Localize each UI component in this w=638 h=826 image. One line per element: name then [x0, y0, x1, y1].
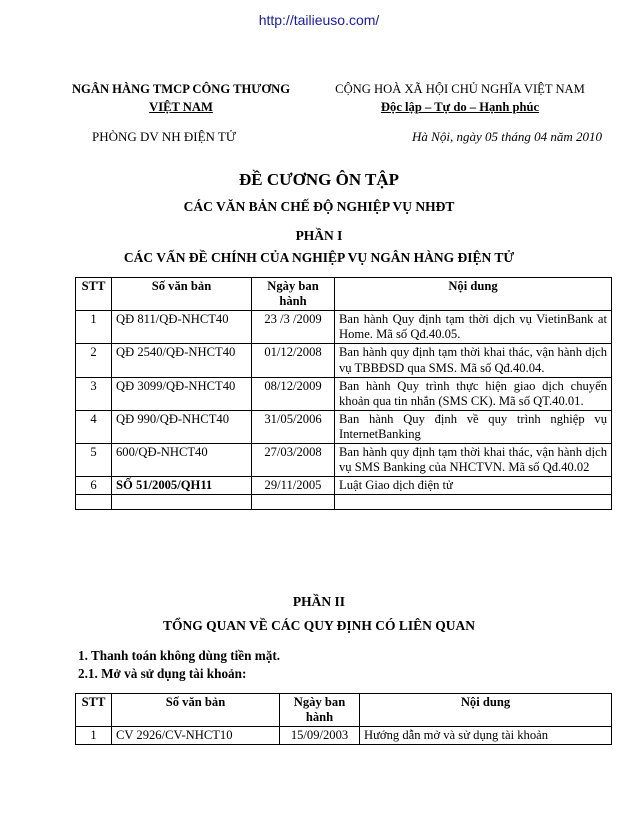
cell-doc-number: QĐ 990/QĐ-NHCT40: [112, 410, 252, 443]
cell-content: Ban hành Quy trình thực hiện giao dịch chuyển khoản qua tin nhắn (SMS CK). Mã số QT.40.01.: [335, 377, 612, 410]
col-content: Nội dung: [335, 278, 612, 311]
cell-content: Luật Giao dịch điện tử: [335, 477, 612, 495]
cell-content: Ban hành quy định tạm thời khai thác, vận hành dịch vụ SMS Banking của NHCTVN. Mã số Qđ.40.02: [335, 444, 612, 477]
cell-issue-date: 15/09/2003: [280, 727, 360, 745]
cell-doc-number: 600/QĐ-NHCT40: [112, 444, 252, 477]
table-row: [76, 727, 612, 745]
document-title: ĐỀ CƯƠNG ÔN TẬP: [238, 170, 400, 189]
nation-header: [318, 82, 602, 115]
org-name-line2: VIỆT NAM: [149, 100, 213, 115]
account-regulations-table: [75, 693, 612, 745]
col-stt: STT: [76, 694, 112, 727]
section-heading-accounts: 2.1. Mở và sử dụng tài khoản:: [78, 666, 247, 681]
table-row: [76, 410, 612, 443]
col-stt: STT: [76, 278, 112, 311]
table-row-empty: [76, 495, 612, 510]
cell-stt: 5: [76, 444, 112, 477]
cell-content: Ban hành quy định tạm thời khai thác, vận hành dịch vụ TBBĐSD qua SMS. Mã số Qđ.40.04.: [335, 344, 612, 377]
cell-stt: 1: [76, 727, 112, 745]
cell-empty: [335, 495, 612, 510]
cell-issue-date: 01/12/2008: [252, 344, 335, 377]
table-row: [76, 444, 612, 477]
part1-heading: PHẦN I: [295, 228, 343, 243]
organization-header: [60, 82, 302, 115]
table-row: [76, 311, 612, 344]
col-doc-number: Số văn bản: [112, 694, 280, 727]
cell-empty: [112, 495, 252, 510]
table-row: [76, 477, 612, 495]
cell-issue-date: 27/03/2008: [252, 444, 335, 477]
cell-content: Ban hành Quy định tạm thời dịch vụ VietinBank at Home. Mã số Qđ.40.05.: [335, 311, 612, 344]
source-url-link[interactable]: http://tailieuso.com/: [258, 12, 380, 28]
table-header-row: [76, 278, 612, 311]
part2-heading: PHẦN II: [292, 594, 346, 609]
table-row: [76, 377, 612, 410]
col-issue-date: Ngày ban hành: [252, 278, 335, 311]
col-issue-date: Ngày ban hành: [280, 694, 360, 727]
part1-title: CÁC VẤN ĐỀ CHÍNH CỦA NGHIỆP VỤ NGÂN HÀNG ĐIỆN TỬ: [123, 250, 515, 265]
cell-doc-number: CV 2926/CV-NHCT10: [112, 727, 280, 745]
regulations-table: [75, 277, 612, 510]
cell-stt: 1: [76, 311, 112, 344]
nation-motto: Độc lập – Tự do – Hạnh phúc: [380, 100, 540, 115]
cell-empty: [252, 495, 335, 510]
org-name-line1: NGÂN HÀNG TMCP CÔNG THƯƠNG: [71, 82, 291, 96]
cell-issue-date: 31/05/2006: [252, 410, 335, 443]
col-doc-number: Số văn bản: [112, 278, 252, 311]
cell-issue-date: 23 /3 /2009: [252, 311, 335, 344]
cell-content: Hướng dẫn mở và sử dụng tài khoản: [360, 727, 612, 745]
cell-stt: 2: [76, 344, 112, 377]
col-content: Nội dung: [360, 694, 612, 727]
section-heading-payment: 1. Thanh toán không dùng tiền mặt.: [78, 648, 281, 663]
department-name: PHÒNG DV NH ĐIỆN TỬ: [92, 129, 236, 144]
cell-doc-number: QĐ 811/QĐ-NHCT40: [112, 311, 252, 344]
nation-name: CỘNG HOÀ XÃ HỘI CHỦ NGHĨA VIỆT NAM: [335, 82, 585, 96]
cell-doc-number: SỐ 51/2005/QH11: [112, 477, 252, 495]
cell-content: Ban hành Quy định về quy trình nghiệp vụ InternetBanking: [335, 410, 612, 443]
part2-title: TỔNG QUAN VỀ CÁC QUY ĐỊNH CÓ LIÊN QUAN: [162, 618, 476, 633]
cell-stt: 3: [76, 377, 112, 410]
document-subtitle: CÁC VĂN BẢN CHẾ ĐỘ NGHIỆP VỤ NHĐT: [183, 199, 455, 214]
place-date: Hà Nội, ngày 05 tháng 04 năm 2010: [412, 129, 602, 144]
cell-doc-number: QĐ 2540/QĐ-NHCT40: [112, 344, 252, 377]
cell-issue-date: 08/12/2009: [252, 377, 335, 410]
cell-stt: 4: [76, 410, 112, 443]
table-row: [76, 344, 612, 377]
cell-stt: 6: [76, 477, 112, 495]
cell-empty: [76, 495, 112, 510]
cell-doc-number: QĐ 3099/QĐ-NHCT40: [112, 377, 252, 410]
cell-issue-date: 29/11/2005: [252, 477, 335, 495]
table-header-row: [76, 694, 612, 727]
